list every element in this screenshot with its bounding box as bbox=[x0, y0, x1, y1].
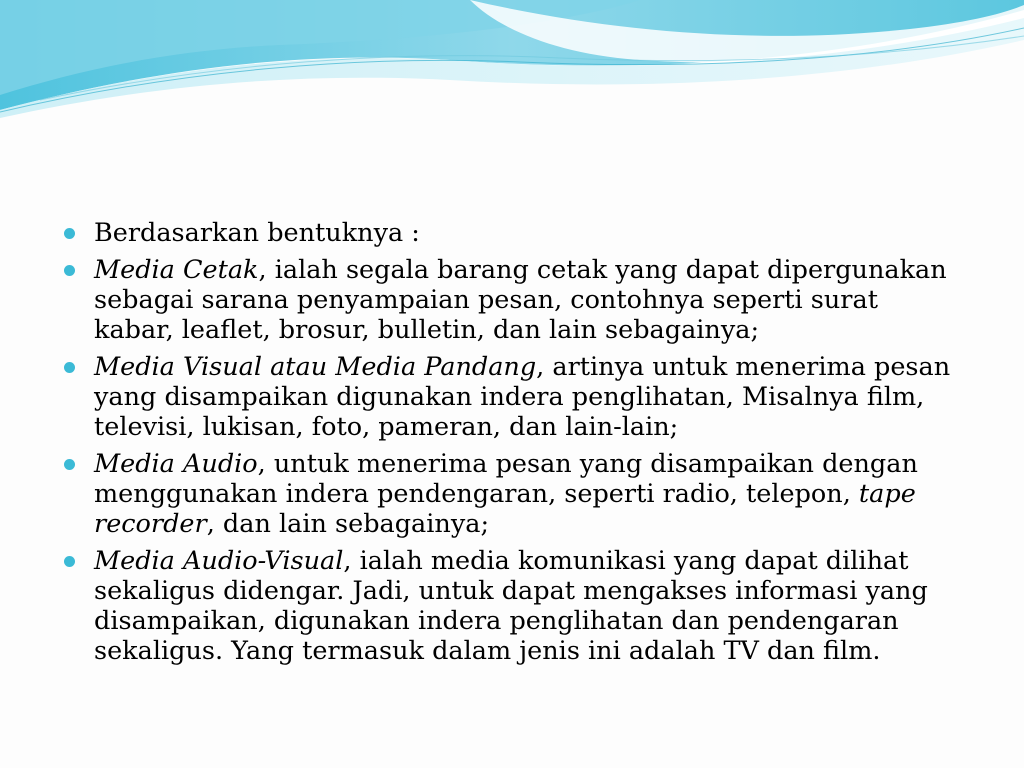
bullet-italic-term: Media Visual atau Media Pandang bbox=[94, 352, 537, 382]
bullet-dot-icon bbox=[64, 228, 75, 239]
bullet-text: , ialah segala barang cetak yang dapat dipergunakan sebagai sarana penyampaian pesan, contohnya seperti surat kabar, leaflet, brosur, bulletin, dan lain sebagainya; bbox=[94, 255, 947, 345]
bullet-italic-term: Media Audio bbox=[94, 449, 258, 479]
bullet-italic-term: tape recorder bbox=[94, 479, 916, 539]
bullet-text: , dan lain sebagainya; bbox=[206, 509, 490, 539]
bullet-dot-icon bbox=[64, 556, 75, 567]
header-wave-decoration bbox=[0, 0, 1024, 130]
bullet-text: , artinya untuk menerima pesan yang disampaikan digunakan indera penglihatan, Misalnya film, televisi, lukisan, foto, pameran, dan lain-lain; bbox=[94, 352, 951, 442]
bullet-item bbox=[62, 352, 962, 442]
bullet-item bbox=[62, 255, 962, 345]
bullet-dot-icon bbox=[64, 362, 75, 373]
bullet-text: , untuk menerima pesan yang disampaikan dengan menggunakan indera pendengaran, seperti radio, telepon, bbox=[94, 449, 918, 509]
bullet-list bbox=[62, 218, 962, 666]
bullet-text: Berdasarkan bentuknya : bbox=[94, 218, 420, 248]
bullet-item bbox=[62, 449, 962, 539]
bullet-item bbox=[62, 546, 962, 666]
bullet-dot-icon bbox=[64, 265, 75, 276]
bullet-italic-term: Media Audio-Visual bbox=[94, 546, 344, 576]
bullet-italic-term: Media Cetak bbox=[94, 255, 259, 285]
bullet-content bbox=[62, 218, 962, 673]
bullet-text: , ialah media komunikasi yang dapat dilihat sekaligus didengar. Jadi, untuk dapat mengakses informasi yang disampaikan, digunakan indera penglihatan dan pendengaran sekaligus. Yang termasuk dalam jenis ini adalah TV dan film. bbox=[94, 546, 928, 666]
bullet-item bbox=[62, 218, 962, 248]
bullet-dot-icon bbox=[64, 459, 75, 470]
